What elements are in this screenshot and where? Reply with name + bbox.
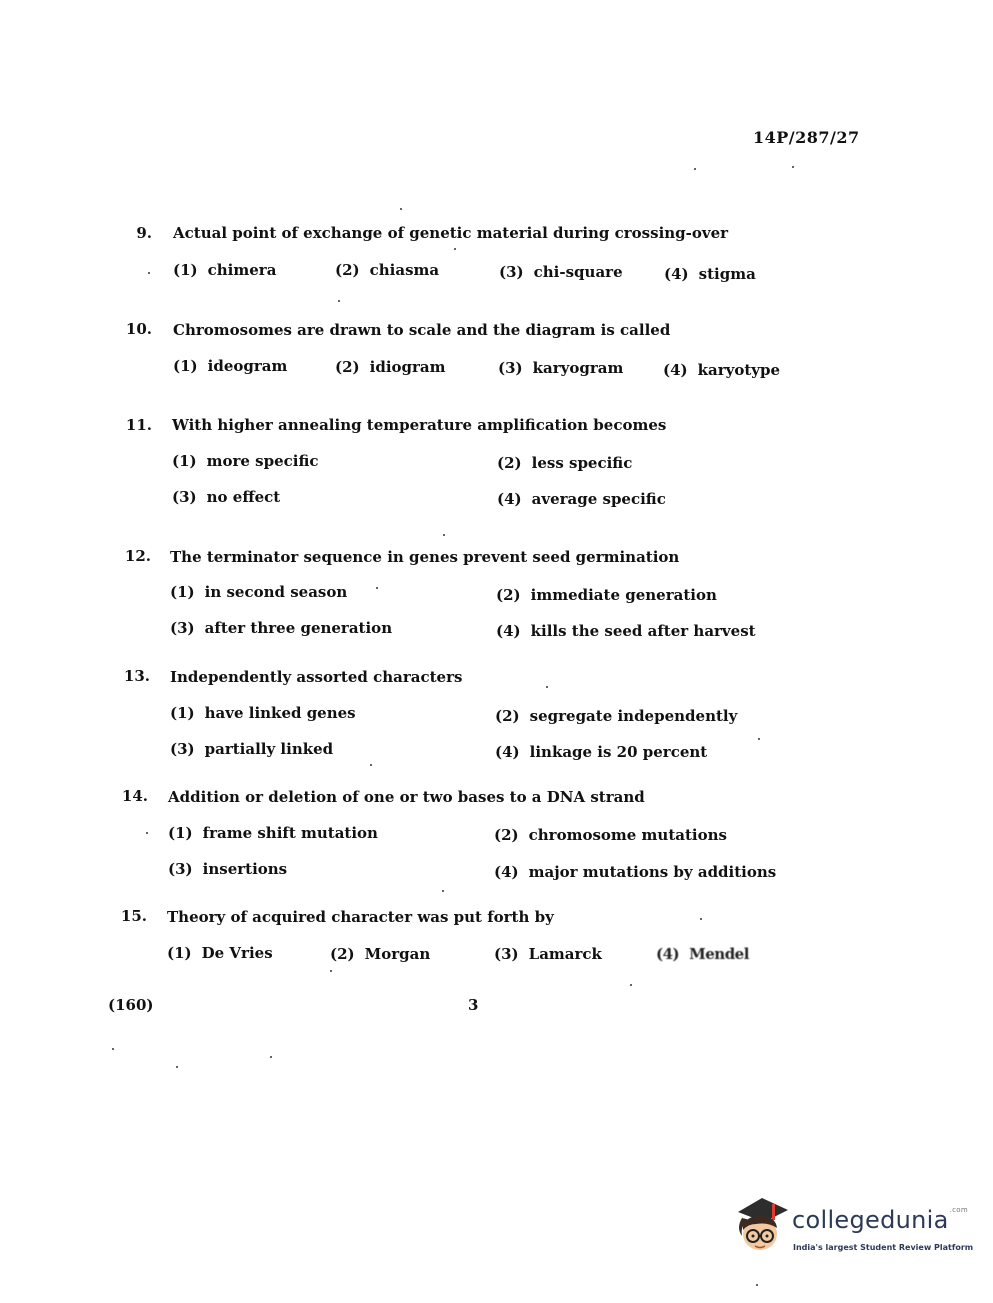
option-3: (3) Lamarck (494, 945, 602, 963)
option-4: (4) stigma (664, 265, 756, 283)
option-1: (1) have linked genes (170, 704, 356, 722)
collegedunia-logo (732, 1196, 974, 1266)
option-2: (2) Morgan (330, 945, 431, 963)
scan-speck (146, 832, 148, 834)
option-4: (4) karyotype (663, 361, 781, 379)
page-number: 3 (468, 996, 479, 1014)
scan-speck (443, 534, 445, 536)
scan-speck (700, 918, 702, 920)
option-1: (1) chimera (173, 261, 277, 279)
scan-speck (454, 248, 456, 250)
question-text: With higher annealing temperature amplification becomes (172, 416, 667, 434)
question-text: Chromosomes are drawn to scale and the diagram is called (173, 321, 671, 339)
scan-speck (758, 738, 760, 740)
option-2: (2) less specific (497, 454, 633, 472)
scan-speck (370, 764, 372, 766)
question-number: 10. (125, 320, 152, 338)
logo-wordmark: collegedunia$^{.com}$ (792, 1206, 969, 1234)
question-number: 15. (120, 907, 147, 925)
question-text: Independently assorted characters (170, 668, 463, 686)
question-number: 13. (123, 667, 150, 685)
scan-speck (442, 890, 444, 892)
question-text: Theory of acquired character was put forth by (167, 908, 554, 926)
option-2: (2) chromosome mutations (494, 826, 727, 844)
option-1: (1) more specific (172, 452, 319, 470)
option-1: (1) ideogram (173, 357, 288, 375)
option-3: (3) no effect (172, 488, 281, 506)
option-2: (2) chiasma (335, 261, 440, 279)
question-number: 11. (125, 416, 152, 434)
scan-speck (330, 970, 332, 972)
question-number: 12. (124, 547, 151, 565)
scan-speck (338, 300, 340, 302)
option-3: (3) chi-square (499, 263, 623, 281)
scan-speck (756, 1284, 758, 1286)
question-text: Actual point of exchange of genetic material during crossing-over (173, 224, 729, 242)
scan-speck (376, 587, 378, 589)
paper-code: (160) (108, 996, 154, 1014)
option-2: (2) idiogram (335, 358, 446, 376)
option-4: (4) kills the seed after harvest (496, 622, 756, 640)
option-1: (1) frame shift mutation (168, 824, 378, 842)
scan-speck (792, 166, 794, 168)
question-number: 14. (121, 787, 148, 805)
scan-speck (270, 1056, 272, 1058)
scan-speck (176, 1066, 178, 1068)
student-mascot-icon (732, 1196, 790, 1258)
question-number: 9. (136, 224, 152, 242)
option-1: (1) De Vries (167, 944, 273, 962)
scan-speck (546, 686, 548, 688)
option-2: (2) immediate generation (496, 586, 717, 604)
option-4: (4) Mendel (656, 945, 749, 963)
option-2: (2) segregate independently (495, 707, 738, 725)
scan-speck (112, 1048, 114, 1050)
option-4: (4) major mutations by additions (494, 863, 777, 881)
option-3: (3) after three generation (170, 619, 393, 637)
option-3: (3) karyogram (498, 359, 624, 377)
option-3: (3) partially linked (170, 740, 334, 758)
option-1: (1) in second season (170, 583, 348, 601)
logo-tagline: India's largest Student Review Platform (793, 1243, 974, 1252)
scan-speck (630, 984, 632, 986)
scan-speck (148, 272, 150, 274)
scan-speck (694, 168, 696, 170)
option-4: (4) linkage is 20 percent (495, 743, 708, 761)
question-text: The terminator sequence in genes prevent seed germination (170, 548, 680, 566)
page-code: 14P/287/27 (753, 128, 860, 147)
question-text: Addition or deletion of one or two bases to a DNA strand (168, 788, 645, 806)
scan-speck (400, 208, 402, 210)
option-4: (4) average specific (497, 490, 666, 508)
option-3: (3) insertions (168, 860, 288, 878)
